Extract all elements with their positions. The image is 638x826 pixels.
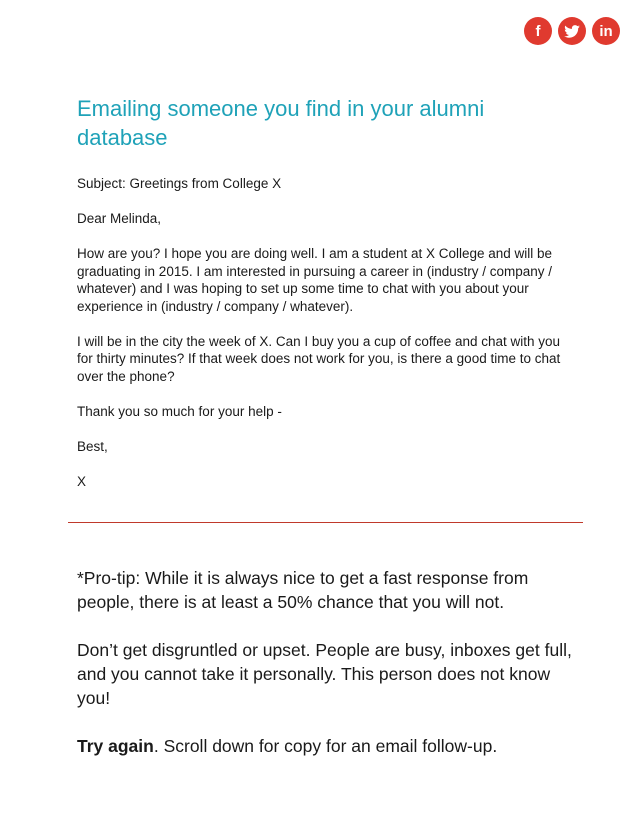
advice-paragraph: Don’t get disgruntled or upset. People are busy, inboxes get full, and you cannot take it personally. This person does not know you! — [77, 640, 572, 708]
try-again-paragraph — [77, 734, 577, 758]
pro-tip-section — [77, 566, 577, 782]
try-again-rest: . Scroll down for copy for an email follow-up. — [153, 736, 498, 756]
email-paragraph-request: I will be in the city the week of X. Can I buy you a cup of coffee and chat with you for thirty minutes? If that week does not work for you, is there a good time to chat over the phone? — [77, 333, 561, 384]
linkedin-glyph: in — [599, 22, 613, 40]
try-again-bold: Try again — [77, 736, 154, 756]
section-divider — [68, 522, 583, 523]
facebook-icon[interactable] — [524, 17, 552, 45]
page-title: Emailing someone you find in your alumni database — [77, 96, 485, 150]
facebook-glyph: f — [535, 22, 541, 40]
email-template — [77, 175, 577, 508]
email-signature: X — [77, 473, 87, 489]
social-links — [524, 17, 620, 45]
email-closing: Best, — [77, 438, 108, 454]
email-paragraph-intro: How are you? I hope you are doing well. I am a student at X College and will be graduating in 2015. I am interested in pursuing a career in (industry / company / whatever) and I was hoping to set up some time to chat with you about your experience in (industry / company / whatever). — [77, 246, 553, 314]
email-subject: Subject: Greetings from College X — [77, 176, 282, 191]
twitter-bird-shape — [564, 25, 580, 38]
email-thanks: Thank you so much for your help - — [77, 403, 282, 419]
email-greeting: Dear Melinda, — [77, 211, 162, 226]
linkedin-icon[interactable] — [592, 17, 620, 45]
pro-tip-paragraph: *Pro-tip: While it is always nice to get a fast response from people, there is at least a 50% chance that you will not. — [77, 568, 529, 612]
twitter-icon[interactable] — [558, 17, 586, 45]
